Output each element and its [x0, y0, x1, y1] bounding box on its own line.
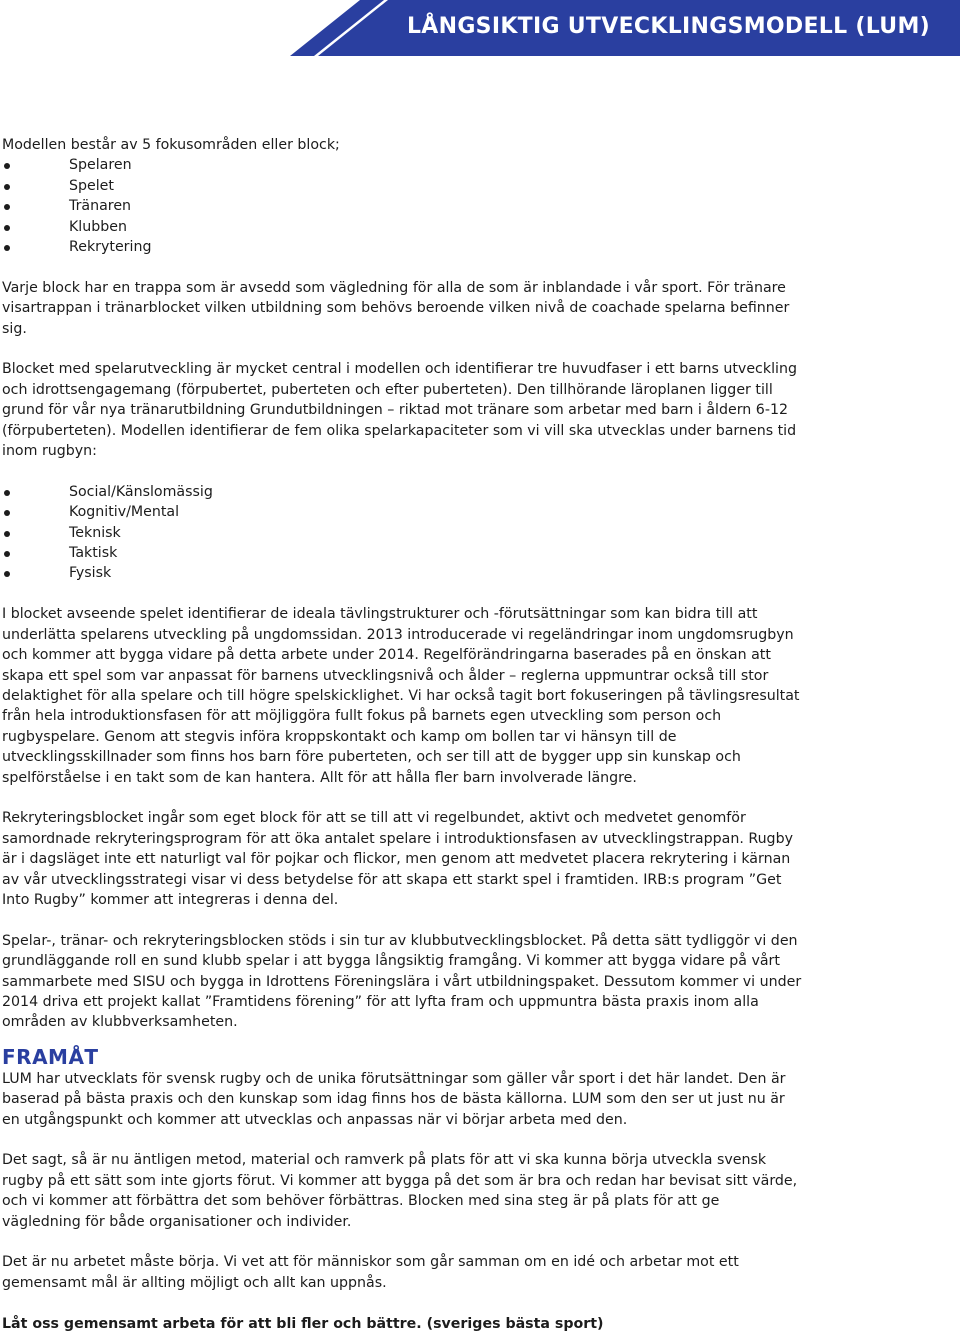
intro-lead: Modellen består av 5 fokusområden eller block;	[2, 137, 340, 153]
paragraph-forward-1: LUM har utvecklats för svensk rugby och de unika förutsättningar som gäller vår sport i det här landet. Den är baserad på bästa praxis och den kunskap som idag finns hos de bästa källorna. LUM som den ser ut just nu är en utgångspunkt och kommer att utvecklas och anpassas när vi börjar arbeta med den.	[2, 1070, 786, 1128]
document-body	[2, 135, 802, 1334]
section-heading-forward: FRAMÅT	[2, 1044, 99, 1069]
list-item: Kognitiv/Mental	[2, 502, 802, 522]
paragraph-club-block: Spelar-, tränar- och rekryteringsblocken stöds i sin tur av klubbutvecklingsblocket. På detta sätt tydliggör vi den grundläggande roll en sund klubb spelar i att bygga långsiktig framgång. Vi kommer att bygga vidare på vårt sammarbete med SISU och bygga in Idrottens Föreningslära i vårt utbildningspaket. Dessutom kommer vi under 2014 driva ett projekt kallat ”Framtidens förening” för att lyfta fram och uppmuntra bästa praxis inom alla områden av klubbverksamheten.	[2, 932, 802, 1031]
paragraph-recruitment-block: Rekryteringsblocket ingår som eget block för att se till att vi regelbundet, aktivt och medvetet genomför samordnade rekryteringsprogram för att öka antalet spelare i introduktionsfasen av utvecklingstrappan. Rugby är i dagsläget inte ett naturligt val för pojkar och flickor, men genom att medvetet placera rekrytering i kärnan av vår utvecklingsstrategi visar vi dess betydelse för att skapa ett starkt spel i framtiden. IRB:s program ”Get Into Rugby” kommer att integreras i denna del.	[2, 810, 793, 908]
paragraph-stairs: Varje block har en trappa som är avsedd som vägledning för alla de som är inblandade i vår sport. För tränare visartrappan i tränarblocket vilken utbildning som behövs beroende vilken nivå de coachade spelarna befinner sig.	[2, 279, 790, 337]
list-item: Taktisk	[2, 543, 802, 563]
list-item: Tränaren	[2, 196, 802, 216]
header-banner	[0, 0, 960, 62]
paragraph-forward-2: Det sagt, så är nu äntligen metod, material och ramverk på plats för att vi ska kunna börja utveckla svensk rugby på ett sätt som inte gjorts förut. Vi kommer att bygga på det som är bra och redan har bevisat sitt värde, och vi kommer att förbättra det som behöver förbättras. Blocken med sina steg är på plats för att ge vägledning för både organisationer och individer.	[2, 1152, 798, 1230]
list-item: Spelet	[2, 176, 802, 196]
list-item: Fysisk	[2, 563, 802, 583]
list-item: Spelaren	[2, 155, 802, 175]
paragraph-game-block: I blocket avseende spelet identifierar de ideala tävlingstrukturer och -förutsättningar som kan bidra till att underlätta spelarens utveckling på ungdomssidan. 2013 introducerade vi regeländringar inom ungdomsrugbyn och kommer att bygga vidare på detta arbete under 2014. Regelförändringarna baserades på en önskan att skapa ett spel som var anpassat för barnens utvecklingsnivå och ålder – reglerna uppmuntrar också till stor delaktighet för alla spelare och till högre spelskicklighet. Vi har också tagit bort fokuseringen på tävlingsresultat från hela introduktionsfasen för att möjliggöra fullt fokus på barnets egen utveckling som person och rugbyspelare. Genom att stegvis införa kroppskontakt och kamp om bollen tar vi hänsyn till de utvecklingsskillnader som finns hos barn före puberteten, och ser till att de bygger upp sin kunskap och spelförståelse i en takt som de kan hantera. Allt för att hålla fler barn involverade längre.	[2, 606, 800, 786]
capacity-list	[2, 482, 802, 584]
list-item: Teknisk	[2, 523, 802, 543]
block-list	[2, 155, 802, 257]
paragraph-player-block: Blocket med spelarutveckling är mycket central i modellen och identifierar tre huvudfaser i ett barns utveckling och idrottsengagemang (förpubertet, puberteten och efter puberteten). Den tillhörande läroplanen ligger till grund för vår nya tränarutbildning Grundutbildningen – riktad mot tränare som arbetar med barn i åldern 6-12 (förpuberteten). Modellen identifierar de fem olika spelarkapaciteter som vi vill ska utvecklas under barnens tid inom rugbyn:	[2, 361, 797, 460]
paragraph-forward-3: Det är nu arbetet måste börja. Vi vet att för människor som går samman om en idé och arbetar mot ett gemensamt mål är allting möjligt och allt kan uppnås.	[2, 1254, 739, 1291]
list-item: Social/Känslomässig	[2, 482, 802, 502]
closing-statement: Låt oss gemensamt arbeta för att bli fler och bättre. (sveriges bästa sport)	[2, 1315, 604, 1332]
list-item: Rekrytering	[2, 237, 802, 257]
page-header-title: LÅNGSIKTIG UTVECKLINGSMODELL (LUM)	[406, 14, 930, 39]
list-item: Klubben	[2, 217, 802, 237]
